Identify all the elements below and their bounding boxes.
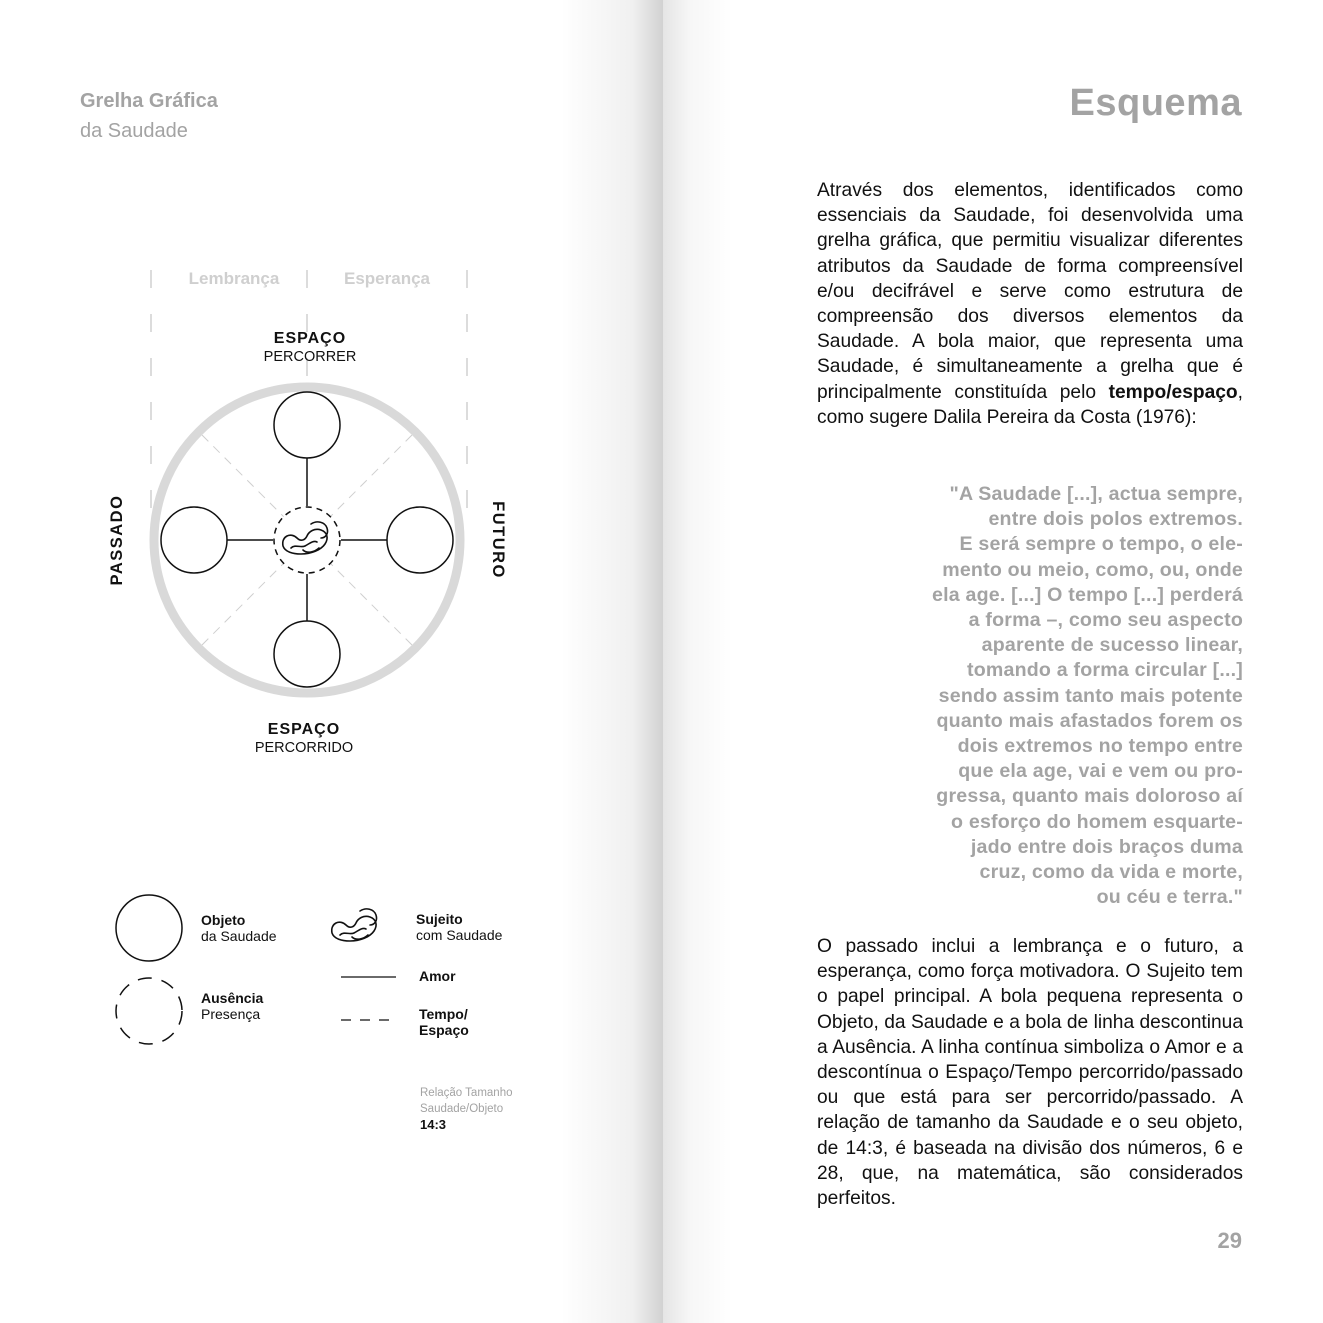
- legend-subject-icon: [332, 909, 377, 941]
- legend-time-space-label: [419, 1006, 469, 1038]
- legend-time-space-title-1: Tempo/: [419, 1006, 468, 1022]
- quote-line: o esforço do homem esquarte-: [951, 810, 1243, 833]
- legend-object-title: Objeto: [201, 912, 246, 928]
- quote-line: mento ou meio, como, ou, onde: [942, 558, 1243, 581]
- quote-line: sendo assim tanto mais potente: [938, 684, 1243, 707]
- label-lembranca: Lembrança: [188, 269, 280, 288]
- intro-text-after: , como sugere Dalila Pereira da Costa (1976):: [817, 381, 1243, 428]
- quote-line: E será sempre o tempo, o ele-: [959, 533, 1243, 556]
- legend-love-label: [419, 968, 456, 984]
- legend-subject-label: [416, 911, 502, 943]
- legend-absence-subtitle: Presença: [201, 1006, 261, 1022]
- page-gutter-shadow-right: [663, 0, 733, 1323]
- object-circle-top: [274, 392, 340, 458]
- quote-line: a forma –, como seu aspecto: [968, 609, 1243, 632]
- quote-line: jado entre dois braços duma: [970, 835, 1243, 858]
- quote-line: ela age. [...] O tempo [...] perderá: [932, 583, 1243, 606]
- quote-line: ou céu e terra.": [1096, 886, 1243, 909]
- ratio-value: 14:3: [420, 1117, 447, 1132]
- legend-absence-title: Ausência: [201, 990, 264, 1006]
- legend-absence-circle: [116, 978, 182, 1044]
- quote-line: gressa, quanto mais doloroso aí: [936, 785, 1243, 808]
- label-esperanca: Esperança: [344, 269, 430, 288]
- axis-right-label: FUTURO: [489, 501, 507, 579]
- legend-love-title: Amor: [419, 968, 456, 984]
- legend-subject-title: Sujeito: [416, 911, 463, 927]
- right-page-title: Esquema: [1069, 82, 1242, 124]
- ratio-label-line-1: Relação Tamanho: [420, 1087, 513, 1099]
- object-circle-right: [387, 507, 453, 573]
- quote-line: que ela age, vai e vem ou pro-: [958, 760, 1243, 783]
- legend-subject-subtitle: com Saudade: [416, 927, 503, 943]
- quote-line: entre dois polos extremos.: [988, 508, 1243, 531]
- legend-absence-label: [201, 990, 263, 1022]
- axis-top-subtitle: PERCORRER: [263, 349, 357, 365]
- intro-paragraph: [817, 178, 1243, 430]
- object-circle-bottom: [274, 621, 340, 687]
- axis-bottom-subtitle: PERCORRIDO: [254, 740, 354, 756]
- intro-text-before: Através dos elementos, identificados como essenciais da Saudade, foi desenvolvida uma grelha gráfica, que permitiu visualizar diferentes atributos da Saudade de forma compreensível e/ou decifrável e serve como estrutura de compreensão dos diversos elementos da Saudade. A bola maior, que representa uma Saudade, é simultaneamente a grelha que é principalmente constituída pelo: [817, 180, 1243, 403]
- ratio-label-line-2: Saudade/Objeto: [420, 1103, 504, 1115]
- legend-object-label: [201, 912, 277, 944]
- axis-left-label: PASSADO: [108, 494, 126, 586]
- page-number: 29: [1217, 1228, 1242, 1253]
- quote-line: "A Saudade [...], actua sempre,: [949, 483, 1243, 505]
- explanation-paragraph: O passado inclui a lembrança e o futuro, a esperança, como força motivadora. O Sujeito tem o papel principal. A bola pequena representa o Objeto, da Saudade e a bola de linha descontinua a Ausência. A linha contínua simboliza o Amor e a descontínua o Espaço/Tempo percorrido/passado ou que está para ser percorrido/passado. A relação de tamanho da Saudade e o seu objeto, de 14:3, é baseada na divisão dos números, 6 e 28, que, na matemática, são considerados perfeitos.: [817, 936, 1243, 1210]
- size-ratio-note: [420, 1085, 513, 1133]
- legend-time-space-title-2: Espaço: [419, 1022, 469, 1038]
- axis-bottom-title: ESPAÇO: [267, 721, 341, 738]
- intro-emphasis: tempo/espaço: [1108, 381, 1238, 403]
- quote-line: aparente de sucesso linear,: [981, 634, 1243, 657]
- left-page-subtitle: da Saudade: [80, 120, 188, 142]
- block-quote: [800, 482, 1243, 910]
- axis-top-title: ESPAÇO: [273, 330, 347, 347]
- quote-line: cruz, como da vida e morte,: [979, 861, 1243, 884]
- quote-line: quanto mais afastados forem os: [936, 709, 1243, 732]
- left-page-title: Grelha Gráfica: [80, 90, 218, 112]
- quote-line: tomando a forma circular [...]: [966, 659, 1243, 682]
- quote-line: dois extremos no tempo entre: [957, 735, 1243, 758]
- legend-object-circle: [116, 895, 182, 961]
- object-circle-left: [161, 507, 227, 573]
- legend-object-subtitle: da Saudade: [201, 928, 277, 944]
